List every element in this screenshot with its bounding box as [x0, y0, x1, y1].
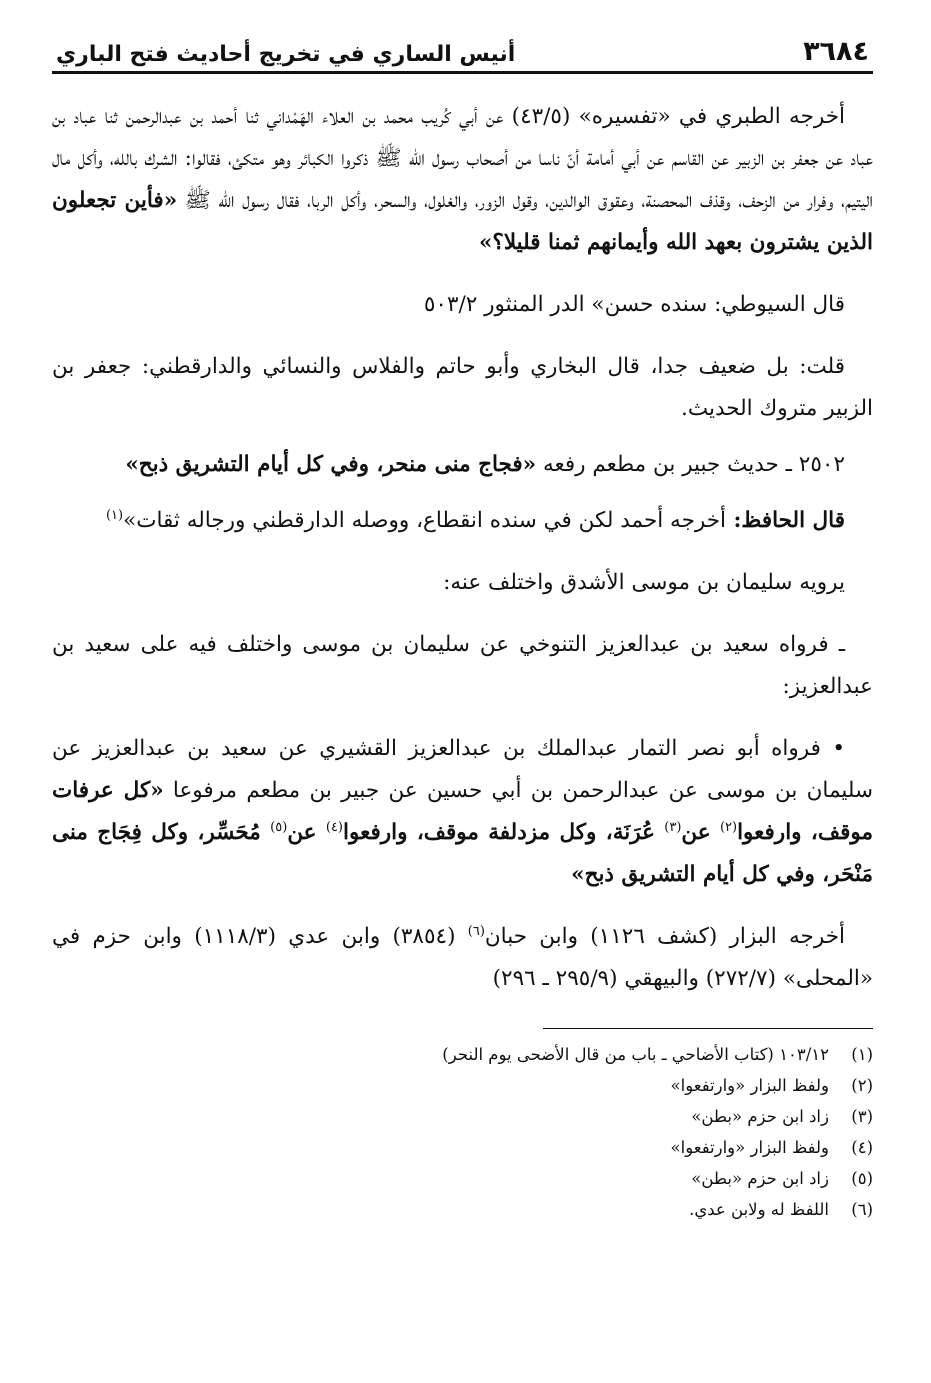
footnote-item: [52, 1070, 873, 1101]
footnotes: [52, 1039, 873, 1225]
book-page: [52, 30, 873, 1383]
footnote-ref: (٢): [719, 819, 738, 835]
footnote-number: (١): [851, 1045, 873, 1064]
footnote-item: [52, 1039, 873, 1070]
footnote-text: ولفظ البزار «وارتفعوا»: [670, 1138, 829, 1157]
paragraph-suyuti: قال السيوطي: سنده حسن» الدر المنثور ٥٠٣/٢: [423, 292, 845, 317]
footnote-text: ولفظ البزار «وارتفعوا»: [670, 1076, 829, 1095]
footnote-ref: (٤): [325, 819, 343, 835]
footnote-item: [52, 1101, 873, 1132]
paragraph-author-note: قلت: بل ضعيف جدا، قال البخاري وأبو حاتم والفلاس والنسائي والدارقطني: جعفر بن الزبير متروك الحديث.: [52, 354, 873, 421]
paragraph-tabari-hadith: [52, 96, 873, 264]
paragraph-text: أخرجه أحمد لكن في سنده انقطاع، ووصله الدارقطني ورجاله ثقات»: [123, 508, 726, 533]
running-title: أنيس الساري في تخريج أحاديث فتح الباري: [56, 42, 516, 67]
hadith-quote-part: مُحَسِّر، وكل فِجَاج منى مَنْحَر، وفي كل أيام التشريق ذبح»: [52, 820, 873, 887]
paragraph-hafiz: [52, 500, 873, 542]
footnote-divider: [543, 1028, 873, 1029]
footnote-text: اللفظ له ولابن عدي.: [689, 1200, 829, 1219]
footnote-item: [52, 1163, 873, 1194]
paragraph-text: أخرجه البزار (كشف ١١٢٦) وابن حبان: [484, 924, 845, 949]
page-header: [52, 30, 873, 74]
footnote-item: [52, 1132, 873, 1163]
hafiz-label: قال الحافظ:: [726, 508, 845, 533]
paragraph-tammar: [52, 728, 873, 896]
page-number: ٣٦٨٤: [803, 36, 869, 67]
paragraph-text: • فرواه أبو نصر التمار عبدالملك بن عبدالعزيز القشيري عن سعيد بن عبدالعزيز عن سليمان بن موسى عن عبدالرحمن بن أبي حسين عن جبير بن مطعم مرفوعا: [52, 736, 874, 803]
footnote-ref: (١): [105, 507, 124, 523]
footnote-ref: (٥): [270, 819, 288, 835]
hadith-quote: «فجاج منى منحر، وفي كل أيام التشريق ذبح»: [125, 452, 537, 477]
footnote-number: (٥): [851, 1169, 873, 1188]
hadith-quote-part: عن: [287, 820, 326, 845]
footnote-number: (٢): [851, 1076, 873, 1095]
page-body: [52, 96, 873, 1000]
paragraph-hadith-2502: [52, 444, 873, 486]
footnote-ref: (٣): [664, 819, 682, 835]
hadith-quote: «فأين تجعلون الذين يشترون بعهد الله وأيمانهم ثمنا قليلا؟»: [52, 188, 873, 255]
paragraph-takhrij: [52, 916, 873, 1000]
paragraph-ashdaq: يرويه سليمان بن موسى الأشدق واختلف عنه:: [443, 570, 845, 595]
hadith-quote-part: عن: [681, 820, 720, 845]
footnote-text: زاد ابن حزم «بطن»: [691, 1107, 829, 1126]
hadith-quote-part: «كل عرفات موقف، وارفعوا: [52, 778, 873, 845]
paragraph-text: أخرجه الطبري في «تفسيره» (٤٣/٥) عن أبي كُريب محمد بن العلاء الهَمْداني ثنا أحمد بن عبدالرحمن ثنا عباد بن عباد عن جعفر بن الزبير عن القاسم عن أبي أمامة أنّ ناسا من أصحاب رسول الله ﷺ ذكروا الكبائر وهو متكئ، فقالوا: الشرك بالله، وأكل مال اليتيم، وفرار من الزحف، وقذف المحصنة، وعقوق الوالدين، وقول الزور، والغلول، والسحر، وأكل الربا، فقال رسول الله ﷺ: [52, 104, 873, 213]
footnote-text: ١٠٣/١٢ (كتاب الأضاحي ـ باب من قال الأضحى يوم النحر): [442, 1045, 829, 1064]
footnote-number: (٦): [851, 1200, 873, 1219]
paragraph-text: (٣٨٥٤) وابن عدي (١١١٨/٣) وابن حزم في «المحلى» (٢٧٢/٧) والبيهقي (٢٩٥/٩ ـ ٢٩٦): [52, 924, 873, 991]
paragraph-tanukhi: ـ فرواه سعيد بن عبدالعزيز التنوخي عن سليمان بن موسى واختلف فيه على سعيد بن عبدالعزيز:: [52, 632, 873, 699]
hadith-quote-part: عُرَنَة، وكل مزدلفة موقف، وارفعوا: [343, 820, 665, 845]
footnote-text: زاد ابن حزم «بطن»: [691, 1169, 829, 1188]
footnote-ref: (٦): [467, 923, 485, 939]
hadith-number-intro: ٢٥٠٢ ـ حديث جبير بن مطعم رفعه: [536, 452, 845, 477]
footnote-number: (٤): [851, 1138, 873, 1157]
footnote-item: [52, 1194, 873, 1225]
footnote-number: (٣): [851, 1107, 873, 1126]
